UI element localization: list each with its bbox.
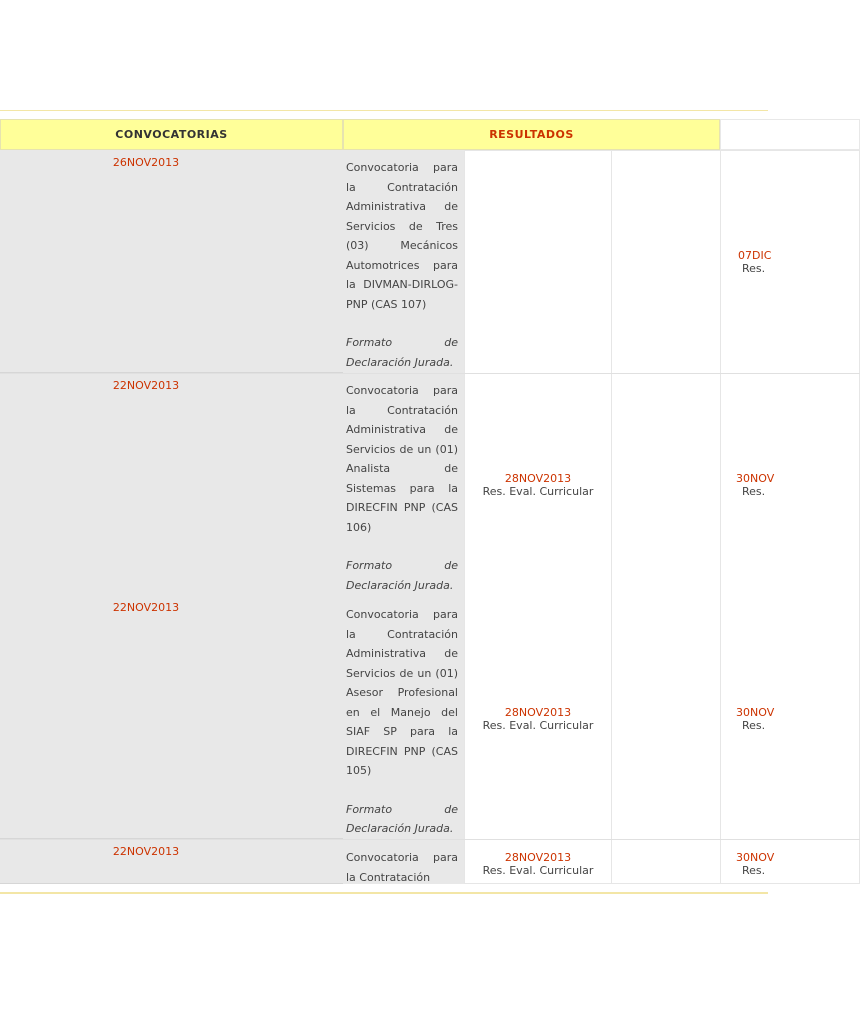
row-3-result-3 xyxy=(720,706,790,732)
row-4-result-3 xyxy=(720,851,790,877)
row-4-result-1-label: Res. Eval. Curricular xyxy=(482,864,594,877)
result-column-1 xyxy=(464,150,612,884)
row-4-date[interactable]: 22NOV2013 xyxy=(112,845,180,858)
row-1-result-3 xyxy=(720,249,790,275)
row-1-description-text[interactable]: Convocatoria para la Contratación Administrativa de Servicios de Tres (03) Mecánicos Automotrices para la DIVMAN-DIRLOG-PNP (CAS 107) xyxy=(346,161,458,311)
row-3-result-1 xyxy=(464,706,612,732)
row-2-result-3-label: Res. xyxy=(742,485,766,498)
row-4-result-3-date[interactable]: 30NOV xyxy=(736,851,775,864)
table-grid xyxy=(0,119,860,884)
row-1-date-cell xyxy=(0,150,343,373)
row-4-result-3-label: Res. xyxy=(742,864,766,877)
row-1-formato-link[interactable]: Formato de Declaración Jurada. xyxy=(346,336,458,369)
header-convocatorias-label: CONVOCATORIAS xyxy=(115,128,228,141)
row-2-date[interactable]: 22NOV2013 xyxy=(112,379,180,392)
row-4-result-1 xyxy=(464,851,612,877)
row-1-date[interactable]: 26NOV2013 xyxy=(112,156,180,169)
row-2-result-3 xyxy=(720,472,790,498)
header-resultados xyxy=(343,119,720,150)
row-3-description-text[interactable]: Convocatoria para la Contratación Administrativa de Servicios de un (01) Asesor Profesional en el Manejo del SIAF SP para la DIRECFIN PNP (CAS 105) xyxy=(346,608,458,777)
row-3-result-1-date[interactable]: 28NOV2013 xyxy=(504,706,572,719)
row-2-result-1 xyxy=(464,472,612,498)
row-4-description-text[interactable]: Convocatoria para la Contratación xyxy=(346,851,458,884)
row-3-result-1-label: Res. Eval. Curricular xyxy=(482,719,594,732)
row-4-description xyxy=(346,848,458,887)
result-column-2 xyxy=(611,150,721,884)
header-convocatorias xyxy=(0,119,343,150)
row-separator-1 xyxy=(0,373,860,374)
row-2-description-text[interactable]: Convocatoria para la Contratación Administrativa de Servicios de un (01) Analista de Sistemas para la DIRECFIN PNP (CAS 106) xyxy=(346,384,458,534)
row-3-date[interactable]: 22NOV2013 xyxy=(112,601,180,614)
row-1-description xyxy=(346,158,458,372)
row-3-result-3-date[interactable]: 30NOV xyxy=(736,706,775,719)
row-2-formato-link[interactable]: Formato de Declaración Jurada. xyxy=(346,559,458,592)
convocatorias-table xyxy=(0,119,775,884)
row-4-result-1-date[interactable]: 28NOV2013 xyxy=(504,851,572,864)
row-2-result-1-label: Res. Eval. Curricular xyxy=(482,485,594,498)
bottom-divider xyxy=(0,892,768,894)
row-separator-3 xyxy=(0,839,860,840)
row-2-result-3-date[interactable]: 30NOV xyxy=(736,472,775,485)
row-1-result-3-date[interactable]: 07DIC xyxy=(738,249,772,262)
row-3-result-3-label: Res. xyxy=(742,719,766,732)
row-2-result-1-date[interactable]: 28NOV2013 xyxy=(504,472,572,485)
row-3-description xyxy=(346,605,458,839)
row-2-description xyxy=(346,381,458,595)
top-divider xyxy=(0,110,768,111)
row-1-result-3-label: Res. xyxy=(742,262,766,275)
row-3-formato-link[interactable]: Formato de Declaración Jurada. xyxy=(346,802,458,835)
header-resultados-label: RESULTADOS xyxy=(489,128,574,141)
header-blank xyxy=(720,119,860,150)
